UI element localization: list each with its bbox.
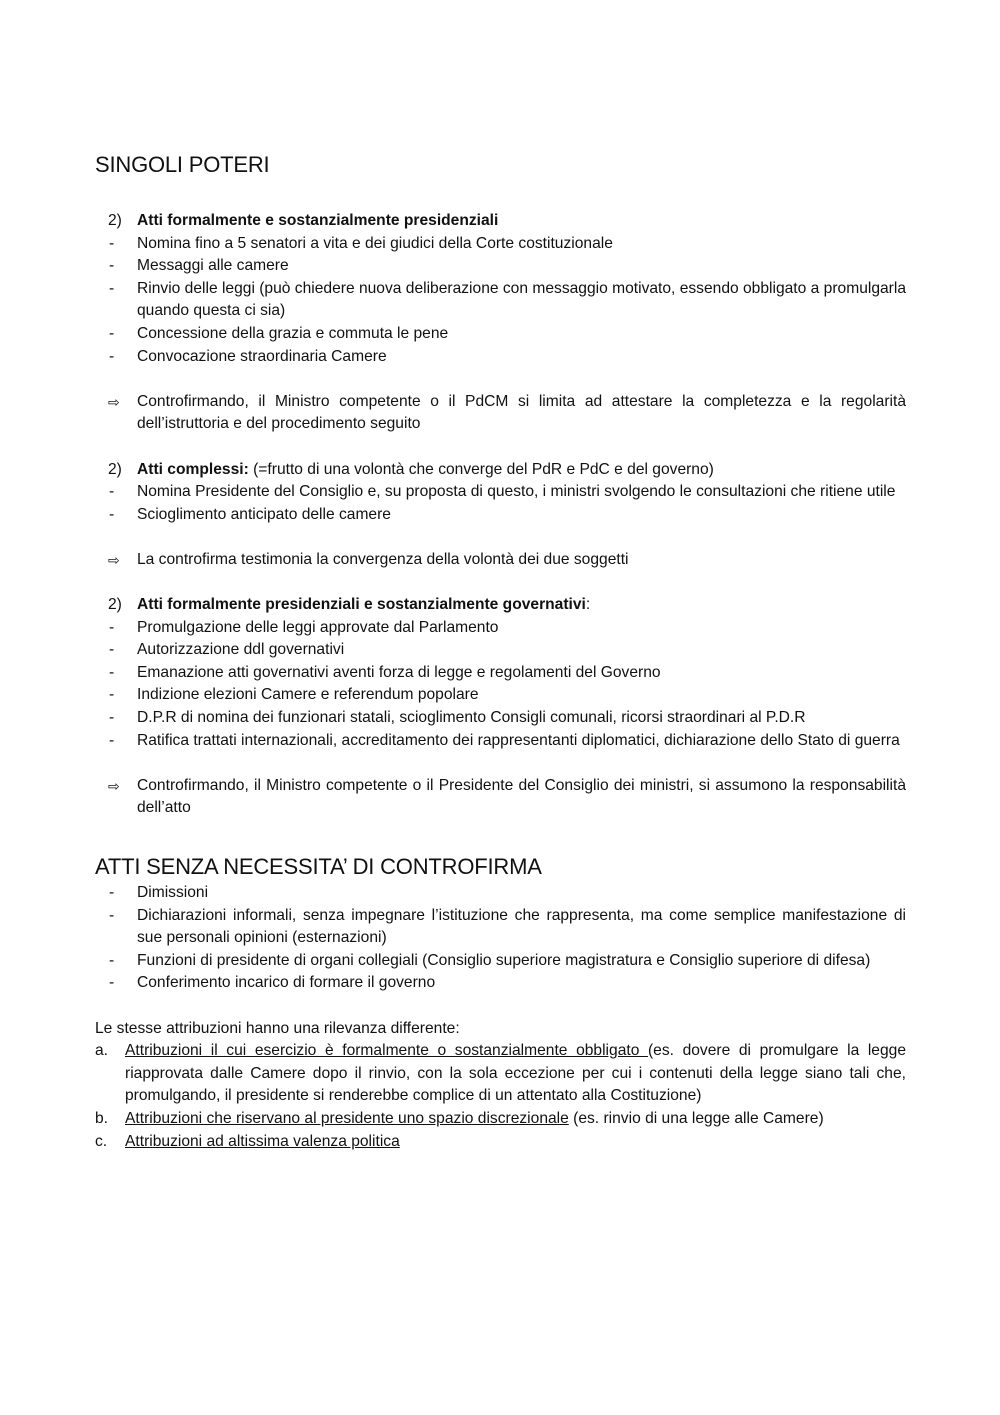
arrow-icon: ⇨	[108, 551, 120, 568]
heading-atti-senza-controfirma: ATTI SENZA NECESSITA’ DI CONTROFIRMA	[95, 854, 542, 880]
list-item: - Ratifica trattati internazionali, accreditamento dei rappresentanti diplomatici, dichiarazione dello Stato di guerra	[109, 731, 900, 749]
list-item: - Scioglimento anticipato delle camere	[109, 505, 391, 523]
list-item: - D.P.R di nomina dei funzionari statali, scioglimento Consigli comunali, ricorsi straordinari al P.D.R	[109, 709, 806, 727]
list-item: - Emanazione atti governativi aventi forza di legge e regolamenti del Governo	[109, 663, 661, 681]
section-heading: 2) Atti formalmente presidenziali e sostanzialmente governativi:	[108, 596, 591, 614]
list-item: - Nomina fino a 5 senatori a vita e dei giudici della Corte costituzionale	[109, 234, 613, 252]
alpha-item: b. Attribuzioni che riservano al presidente uno spazio discrezionale (es. rinvio di una legge alle Camere)	[95, 1109, 824, 1127]
list-item: - Dichiarazioni informali, senza impegnare l’istituzione che rappresenta, ma come semplice manifestazione di sue personali opinioni (esternazioni)	[109, 906, 906, 947]
alpha-item: a. Attribuzioni il cui esercizio è formalmente o sostanzialmente obbligato (es. dovere di promulgare la legge riapprovata dalle Camere dopo il rinvio, con la sola eccezione per cui i contenuti della legge siano tali che, promulgando, il presidente si renderebbe complice di un attentato alla Costituzione)	[95, 1042, 906, 1105]
intro-paragraph: Le stesse attribuzioni hanno una rilevanza differente:	[95, 1019, 460, 1037]
section-heading: 2) Atti complessi: (=frutto di una volontà che converge del PdR e PdC e del governo)	[108, 460, 714, 478]
list-item: - Conferimento incarico di formare il governo	[109, 974, 436, 992]
list-item: - Nomina Presidente del Consiglio e, su proposta di questo, i ministri svolgendo le consultazioni che ritiene utile	[109, 483, 896, 501]
arrow-note: ⇨ Controfirmando, il Ministro competente o il Presidente del Consiglio dei ministri, si assumono la responsabilità dell’atto	[95, 775, 906, 820]
arrow-icon: ⇨	[108, 393, 120, 410]
list-item: - Funzioni di presidente di organi collegiali (Consiglio superiore magistratura e Consiglio superiore di difesa)	[109, 951, 871, 969]
alpha-item: c. Attribuzioni ad altissima valenza politica	[95, 1132, 400, 1150]
list-item: - Autorizzazione ddl governativi	[109, 641, 345, 659]
list-item: - Dimissioni	[109, 884, 209, 902]
list-item: - Messaggi alle camere	[109, 257, 289, 275]
document-page	[95, 150, 906, 1153]
list-item: - Promulgazione delle leggi approvate dal Parlamento	[109, 618, 499, 636]
list-item: - Convocazione straordinaria Camere	[109, 347, 387, 365]
arrow-icon: ⇨	[108, 777, 120, 794]
section-heading: 2) Atti formalmente e sostanzialmente presidenziali	[108, 212, 499, 229]
list-item: - Concessione della grazia e commuta le pene	[109, 324, 449, 342]
arrow-note: ⇨ Controfirmando, il Ministro competente o il PdCM si limita ad attestare la completezza e la regolarità dell’istruttoria e del procedimento seguito	[95, 391, 906, 436]
arrow-note: ⇨ La controfirma testimonia la convergenza della volontà dei due soggetti	[95, 549, 906, 572]
list-item: - Rinvio delle leggi (può chiedere nuova deliberazione con messaggio motivato, essendo obbligato a promulgarla quando questa ci sia)	[109, 279, 906, 320]
heading-singoli-poteri: SINGOLI POTERI	[95, 152, 270, 177]
list-item: - Indizione elezioni Camere e referendum popolare	[109, 686, 479, 704]
